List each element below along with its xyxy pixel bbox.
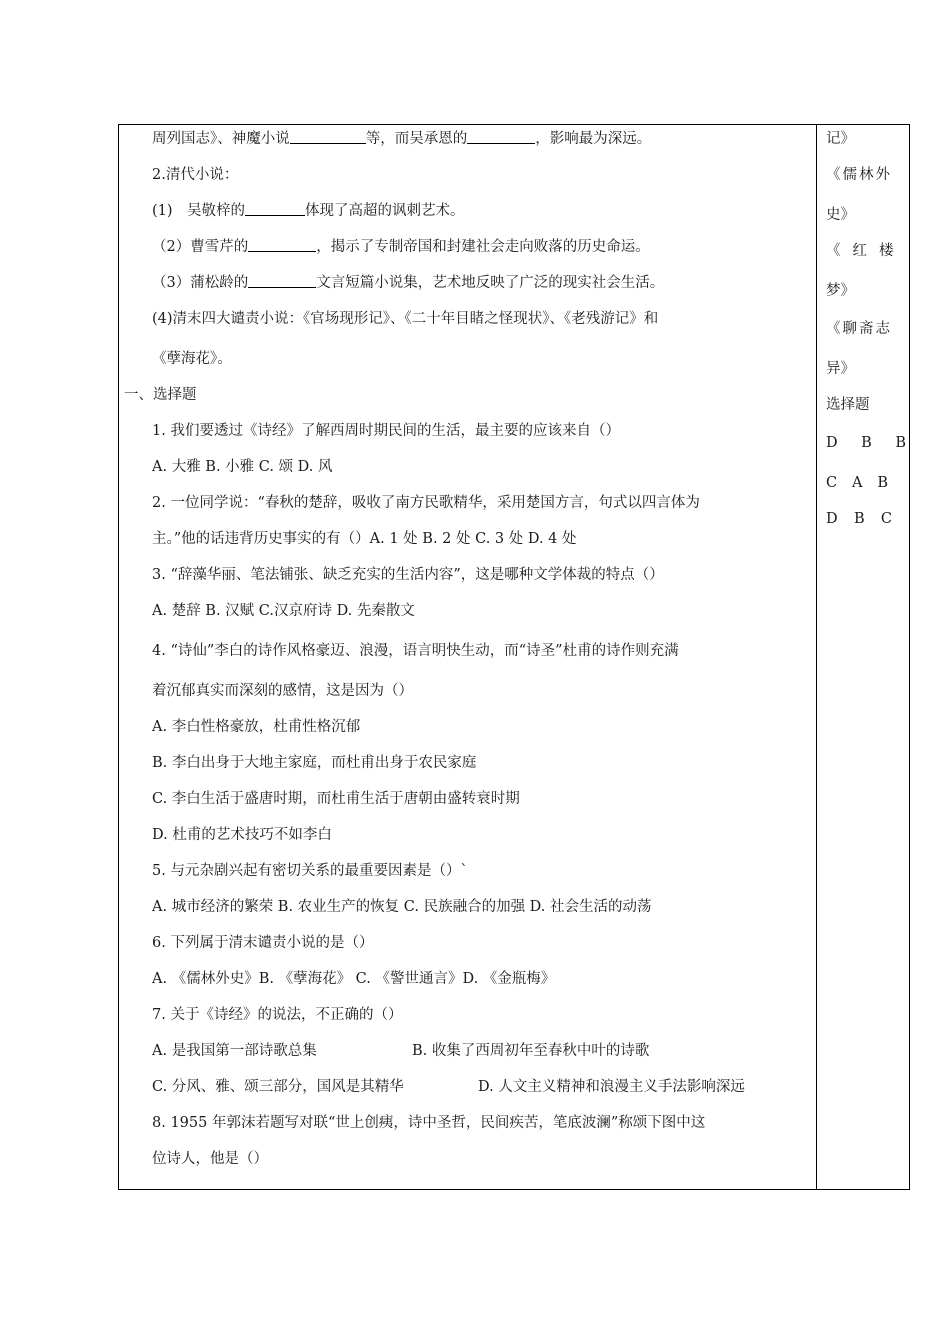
question-3-options: A. 楚辞 B. 汉赋 C.汉京府诗 D. 先秦散文 — [152, 603, 415, 619]
blank-line — [467, 129, 535, 144]
question-7-option-d: D. 人文主义精神和浪漫主义手法影响深远 — [478, 1079, 745, 1095]
qing-item-2: （2）曹雪芹的 ，揭示了专制帝国和封建社会走向败落的历史命运。 — [152, 239, 650, 255]
answer-line: 梦》 — [826, 283, 855, 299]
qing-title: 2.清代小说： — [152, 167, 239, 183]
blank-line — [290, 129, 366, 144]
question-6: 6. 下列属于清末谴责小说的是（） — [152, 935, 374, 951]
answer-line: 《红楼 — [826, 243, 906, 259]
question-5-options: A. 城市经济的繁荣 B. 农业生产的恢复 C. 民族融合的加强 D. 社会生活的动荡 — [152, 899, 652, 915]
question-4-option-c: C. 李白生活于盛唐时期，而杜甫生活于唐朝由盛转衰时期 — [152, 791, 520, 807]
question-2-cont: 主。”他的话违背历史事实的有（）A. 1 处 B. 2 处 C. 3 处 D. 4 处 — [152, 531, 577, 547]
answer-row-3: D B C — [826, 511, 892, 527]
question-4-option-d: D. 杜甫的艺术技巧不如李白 — [152, 827, 332, 843]
qing-item-1: (1) 吴敬梓的 体现了高超的讽刺艺术。 — [152, 203, 465, 219]
question-7-option-c: C. 分风、雅、颂三部分，国风是其精华 — [152, 1079, 404, 1095]
answer-section-label: 选择题 — [826, 397, 870, 413]
ming-novels-line: 周列国志》、神魔小说 等，而吴承恩的 ，影响最为深远。 — [152, 131, 652, 147]
question-8: 8. 1955 年郭沫若题写对联“世上创痍，诗中圣哲，民间疾苦，笔底波澜”称颂下图中这 — [152, 1115, 706, 1131]
question-6-options: A. 《儒林外史》B. 《孽海花》 C. 《警世通言》D. 《金瓶梅》 — [152, 971, 556, 987]
question-4-option-b: B. 李白出身于大地主家庭，而杜甫出身于农民家庭 — [152, 755, 477, 771]
qing-item-4-cont: 《孽海花》。 — [152, 351, 232, 367]
blank-line — [248, 237, 316, 252]
question-2: 2. 一位同学说：“春秋的楚辞，吸收了南方民歌精华，采用楚国方言，句式以四言体为 — [152, 495, 700, 511]
question-4-cont: 着沉郁真实而深刻的感情，这是因为（） — [152, 683, 413, 699]
answer-line: 记》 — [826, 131, 855, 147]
question-1: 1. 我们要透过《诗经》了解西周时期民间的生活，最主要的应该来自（） — [152, 423, 620, 439]
answer-line: 《儒林外 — [826, 167, 892, 183]
question-7-option-a: A. 是我国第一部诗歌总集 — [152, 1043, 317, 1059]
answer-line: 《聊斋志 — [826, 321, 892, 337]
question-8-cont: 位诗人，他是（） — [152, 1151, 268, 1167]
answer-line: 史》 — [826, 207, 855, 223]
question-4-option-a: A. 李白性格豪放，杜甫性格沉郁 — [152, 719, 361, 735]
question-4: 4. “诗仙”李白的诗作风格豪迈、浪漫，语言明快生动，而“诗圣”杜甫的诗作则充满 — [152, 643, 679, 659]
qing-item-3: （3）蒲松龄的 文言短篇小说集，艺术地反映了广泛的现实社会生活。 — [152, 275, 665, 291]
question-5: 5. 与元杂剧兴起有密切关系的最重要因素是（）` — [152, 863, 468, 879]
question-1-options: A. 大雅 B. 小雅 C. 颂 D. 风 — [152, 459, 333, 475]
section-heading: 一、选择题 — [124, 387, 197, 403]
answer-line: 异》 — [826, 361, 855, 377]
qing-item-4: (4)清末四大谴责小说：《官场现形记》、《二十年目睹之怪现状》、《老残游记》和 — [152, 311, 659, 327]
column-divider — [816, 124, 817, 1190]
answer-row-2: C A B — [826, 475, 888, 491]
question-7-option-b: B. 收集了西周初年至春秋中叶的诗歌 — [412, 1043, 650, 1059]
blank-line — [248, 273, 316, 288]
question-7: 7. 关于《诗经》的说法，不正确的（） — [152, 1007, 403, 1023]
answer-row-1: D B B — [826, 435, 906, 451]
question-3: 3. “辞藻华丽、笔法铺张、缺乏充实的生活内容”，这是哪种文学体裁的特点（） — [152, 567, 664, 583]
blank-line — [245, 201, 305, 216]
